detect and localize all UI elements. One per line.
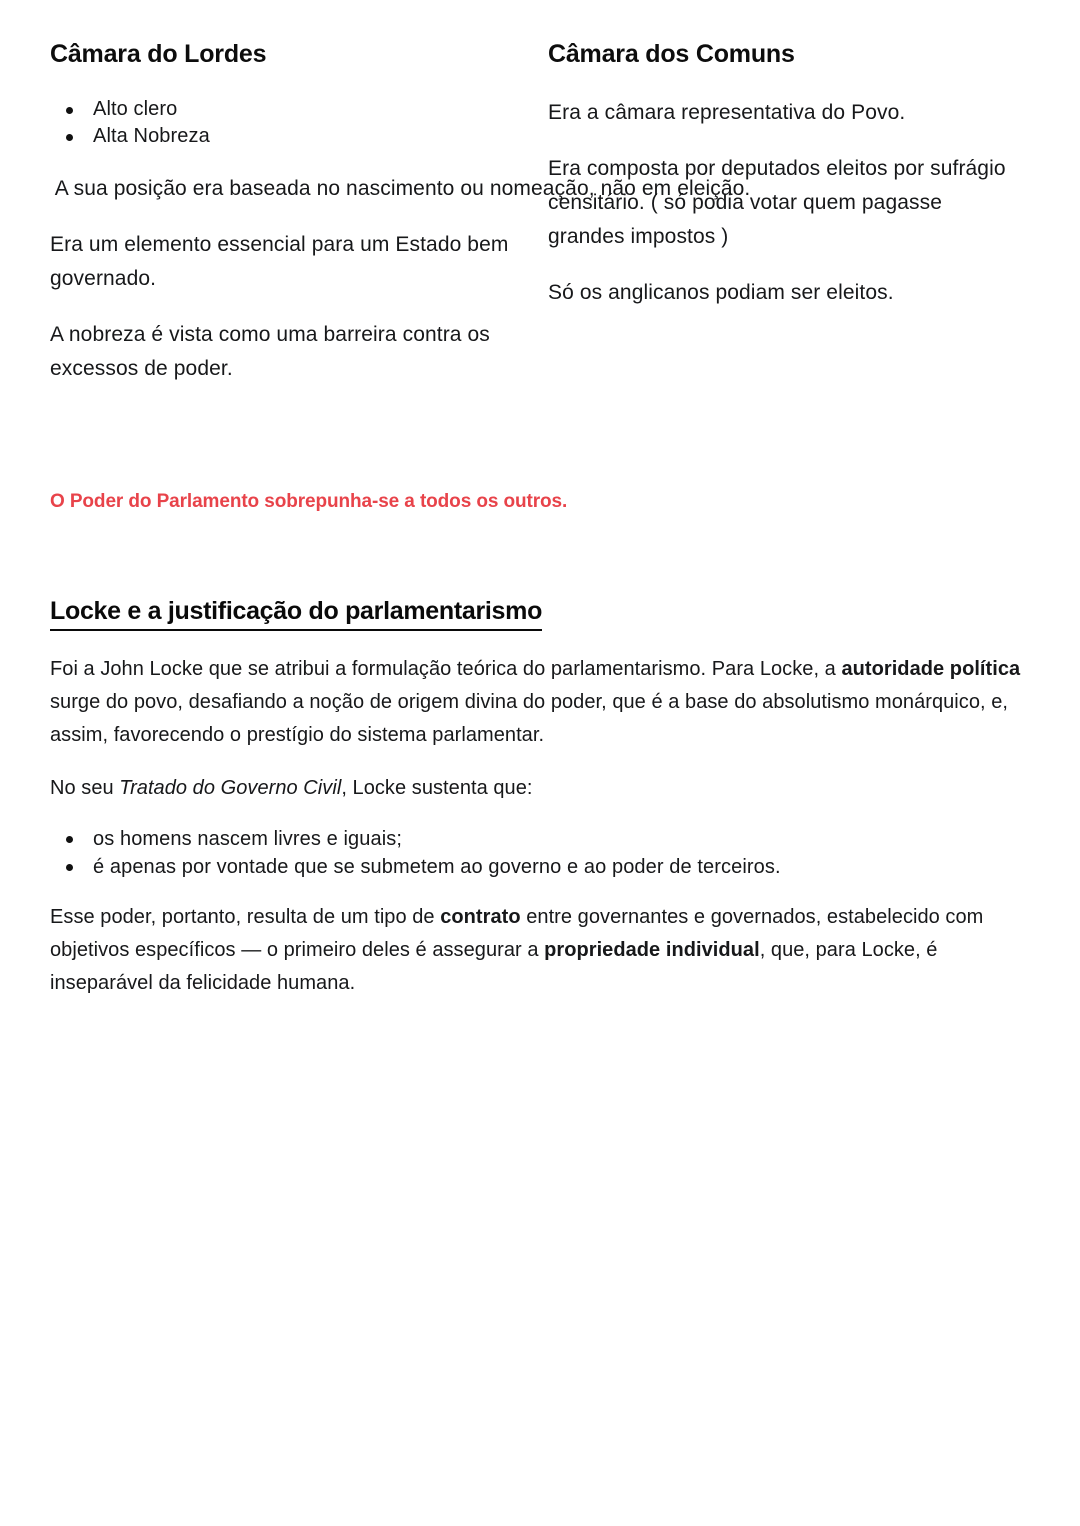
locke-p2-italic1: Tratado do Governo Civil — [119, 777, 342, 799]
locke-p3-bold2: propriedade individual — [544, 939, 760, 961]
locke-p3-bold1: contrato — [440, 906, 521, 928]
red-emphasis-note: O Poder do Parlamento sobrepunha-se a todos os outros. — [50, 491, 568, 512]
list-item: Alto clero — [50, 96, 532, 123]
list-item: Alta Nobreza — [50, 123, 532, 150]
list-item: é apenas por vontade que se submetem ao governo e ao poder de terceiros. — [50, 853, 1030, 881]
comuns-paragraph-1: Era a câmara representativa do Povo. — [548, 101, 906, 124]
locke-p1-bold1: autoridade política — [841, 658, 1021, 680]
locke-p1-part2: surge do povo, desafiando a noção de origem divina do poder, que é a base do absolutismo monárquico, e, assim, favorecendo o prestígio do sistema parlamentar. — [50, 691, 1009, 746]
section-heading-locke: Locke e a justificação do parlamentarismo — [50, 594, 542, 631]
locke-paragraph-2 — [50, 772, 1030, 805]
locke-p3-part1: Esse poder, portanto, resulta de um tipo de — [50, 906, 441, 928]
locke-paragraph-1 — [50, 653, 1030, 752]
lordes-bullet-list — [50, 96, 532, 150]
comuns-paragraph-2: Era composta por deputados eleitos por sufrágio censitário. ( só podia votar quem pagasse grandes impostos ) — [548, 157, 1006, 248]
section-locke — [50, 594, 1030, 1020]
lordes-paragraph-2: Era um elemento essencial para um Estado bem governado. — [50, 233, 509, 290]
column-heading-lordes: Câmara do Lordes — [50, 40, 267, 68]
column-camara-dos-comuns — [548, 38, 1018, 310]
locke-paragraph-3 — [50, 901, 1030, 1000]
locke-p2-part1: No seu — [50, 777, 120, 799]
comuns-paragraph-3: Só os anglicanos podiam ser eleitos. — [548, 281, 894, 304]
lordes-paragraph-3: A nobreza é vista como uma barreira contra os excessos de poder. — [50, 323, 490, 380]
locke-bullet-list — [50, 825, 1030, 881]
list-item: os homens nascem livres e iguais; — [50, 825, 1030, 853]
locke-p2-part2: , Locke sustenta que: — [341, 777, 533, 799]
column-heading-comuns: Câmara dos Comuns — [548, 40, 795, 68]
locke-p3-part2: entre governantes e governados, estabelecido com objetivos específicos — o primeiro deles é assegurar a — [50, 906, 984, 961]
locke-p3-part3: , que, para Locke, é inseparável da felicidade humana. — [50, 939, 938, 994]
lordes-paragraph-1: A sua posição era baseada no nascimento ou nomeação, não em eleição. — [50, 177, 751, 200]
locke-p1-part1: Foi a John Locke que se atribui a formulação teórica do parlamentarismo. Para Locke, a — [50, 658, 842, 680]
